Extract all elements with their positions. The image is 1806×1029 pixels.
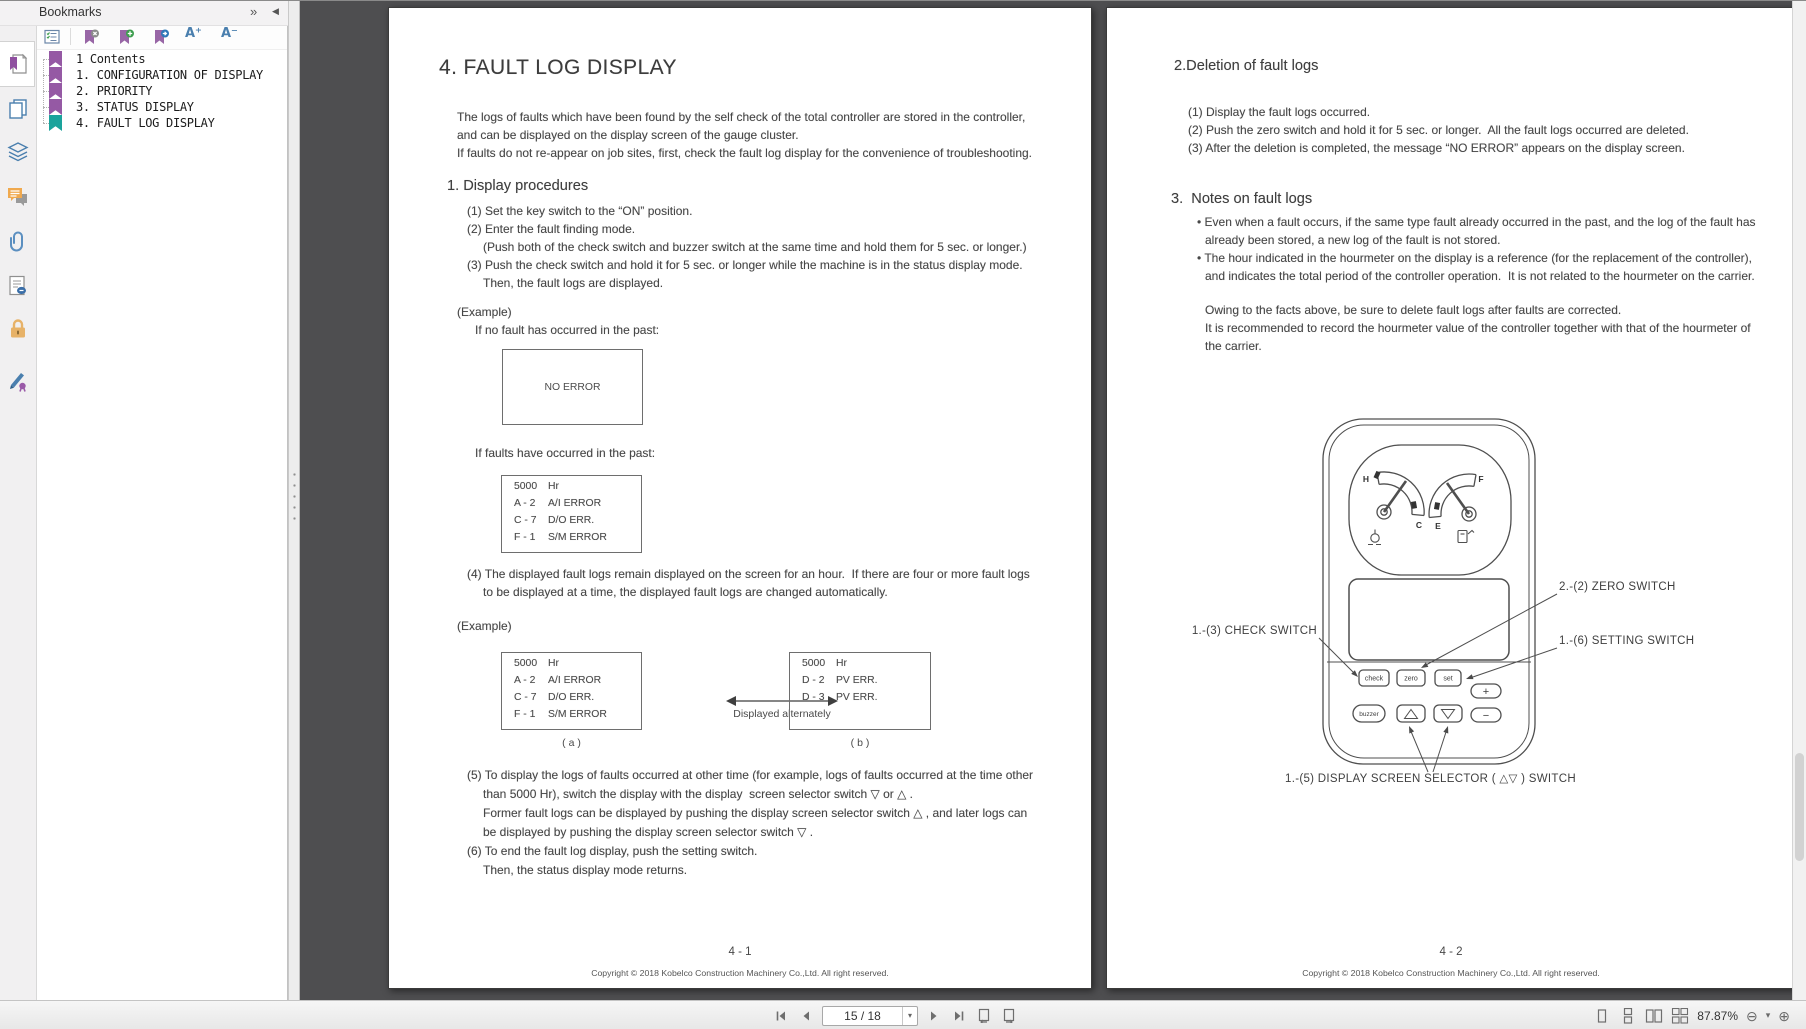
bookmark-label: 3. STATUS DISPLAY <box>76 100 194 114</box>
body-line: already been stored, a new log of the fault is not stored. <box>1205 233 1501 247</box>
facing-view-icon[interactable] <box>1645 1007 1663 1025</box>
page-navigation-group <box>772 1001 1018 1029</box>
layers-panel-icon[interactable] <box>6 140 30 164</box>
tree-stub <box>43 91 49 93</box>
panel-splitter[interactable] <box>288 1 300 1000</box>
body-line: to be displayed at a time, the displayed fault logs are changed automatically. <box>483 585 888 599</box>
example-label: (Example) <box>457 619 512 633</box>
body-line: and indicates the total period of the controller operation. It is not related to the hourmeter on the carrier. <box>1205 269 1755 283</box>
toolbar-separator <box>70 28 71 45</box>
zero-button-label: zero <box>1404 675 1418 683</box>
add-bookmark-icon[interactable] <box>117 28 135 46</box>
gauge-c-label: C <box>1415 520 1423 530</box>
section-heading: 1. Display procedures <box>447 178 589 194</box>
zoom-controls-group <box>1593 1001 1790 1029</box>
body-line: (4) The displayed fault logs remain displayed on the screen for an hour. If there are four or more fault logs <box>467 567 1030 581</box>
previous-page-button[interactable] <box>797 1007 815 1025</box>
bookmark-options-icon[interactable] <box>43 28 61 46</box>
page-dropdown-caret[interactable]: ▾ <box>902 1007 917 1025</box>
bookmark-list <box>36 49 287 989</box>
body-line: (Push both of the check switch and buzzer switch at the same time and hold them for 5 sec. or longer.) <box>483 240 1027 254</box>
section-heading: 2.Deletion of fault logs <box>1174 58 1319 74</box>
continuous-view-icon[interactable] <box>1619 1007 1637 1025</box>
single-page-view-icon[interactable] <box>1593 1007 1611 1025</box>
page-number-value[interactable]: 15 / 18 <box>844 1008 881 1023</box>
document-page-1 <box>388 7 1092 989</box>
minus-button-label: − <box>1482 710 1490 722</box>
bookmark-label: 1. CONFIGURATION OF DISPLAY <box>76 68 263 82</box>
body-line: • Even when a fault occurs, if the same type fault already occurred in the past, and the log of the fault has <box>1197 215 1756 229</box>
delete-bookmark-icon[interactable] <box>82 28 100 46</box>
body-line: Former fault logs can be displayed by pushing the display screen selector switch △ , and later logs can <box>483 806 1028 820</box>
body-line: (2) Push the zero switch and hold it for 5 sec. or longer. All the fault logs occurred are deleted. <box>1188 123 1689 137</box>
body-line: than 5000 Hr), switch the display with the display screen selector switch ▽ or △ . <box>483 787 913 801</box>
continuous-facing-view-icon[interactable] <box>1671 1007 1689 1025</box>
body-line: If no fault has occurred in the past: <box>475 323 660 337</box>
buzzer-button-label: buzzer <box>1359 711 1379 718</box>
check-button-label: check <box>1364 675 1384 683</box>
document-page-2 <box>1106 7 1796 989</box>
bookmarks-toolbar <box>36 25 287 50</box>
page-number: 4 - 2 <box>1439 946 1463 958</box>
body-line: The logs of faults which have been found by the self check of the total controller are stored in the controller, <box>457 110 1026 124</box>
fault-log-row: 5000 Hr <box>514 658 559 669</box>
check-switch-label: 1.-(3) CHECK SWITCH <box>1191 625 1317 637</box>
next-page-button[interactable] <box>925 1007 943 1025</box>
fault-log-row: A - 2 A/I ERROR <box>514 675 602 686</box>
body-line: (1) Set the key switch to the “ON” position. <box>467 204 693 218</box>
document-area <box>300 1 1806 1000</box>
bookmark-icon <box>49 83 62 99</box>
example-label: (Example) <box>457 305 512 319</box>
security-panel-icon[interactable] <box>6 317 30 341</box>
gauge-f-label: F <box>1478 474 1484 484</box>
first-page-button[interactable] <box>772 1007 790 1025</box>
cluster-inner-case <box>1329 425 1529 758</box>
vertical-scrollbar[interactable] <box>1792 1 1806 1000</box>
panel-expand-icon[interactable]: » <box>250 4 258 19</box>
body-line: be displayed by pushing the display screen selector switch ▽ . <box>483 825 814 839</box>
set-button-label: set <box>1443 675 1453 683</box>
comments-panel-icon[interactable] <box>6 185 30 209</box>
plus-button-label: + <box>1482 686 1490 698</box>
fault-log-box-b <box>789 652 931 730</box>
fault-log-row: F - 1 S/M ERROR <box>514 532 607 543</box>
bookmark-item-fault-log-display[interactable] <box>36 115 287 131</box>
setting-switch-label: 1.-(6) SETTING SWITCH <box>1559 635 1695 647</box>
body-line: (6) To end the fault log display, push the setting switch. <box>467 844 758 858</box>
body-line: (1) Display the fault logs occurred. <box>1188 105 1371 119</box>
bookmark-icon <box>49 67 62 83</box>
zoom-in-icon[interactable]: ⊕ <box>1778 1007 1790 1024</box>
no-error-text: NO ERROR <box>544 381 601 393</box>
fuel-pump-icon <box>1458 531 1474 543</box>
body-line: It is recommended to record the hourmeter value of the controller together with that of the hourmeter of <box>1205 321 1751 335</box>
fault-log-row: D - 2 PV ERR. <box>802 675 878 686</box>
navigation-icon-strip <box>0 25 37 1000</box>
status-bar <box>0 1000 1806 1029</box>
setting-leader-line <box>1470 648 1557 678</box>
bookmark-item-status-display[interactable] <box>36 99 287 115</box>
body-line: Owing to the facts above, be sure to delete fault logs after faults are corrected. <box>1205 303 1622 317</box>
panel-title: Bookmarks <box>39 5 102 19</box>
bookmark-label: 1 Contents <box>76 52 146 66</box>
e-tick <box>1434 502 1440 510</box>
fault-log-row: C - 7 D/O ERR. <box>514 515 595 526</box>
attachments-panel-icon[interactable] <box>6 230 30 254</box>
gauge-cluster-diagram <box>1137 398 1747 803</box>
body-line: (3) Push the check switch and hold it for 5 sec. or longer while the machine is in the status display mode. <box>467 258 1023 272</box>
zoom-level-value: 87.87% <box>1697 1008 1738 1023</box>
alternately-label: Displayed alternately <box>733 708 831 720</box>
body-line: (3) After the deletion is completed, the message “NO ERROR” appears on the display screen. <box>1188 141 1685 155</box>
bookmark-item-contents[interactable] <box>36 51 287 67</box>
fault-log-box-a <box>501 652 642 730</box>
zoom-presets-caret[interactable]: ▾ <box>1765 1010 1771 1020</box>
gauge-panel <box>1349 445 1511 575</box>
fault-log-box <box>501 475 642 553</box>
splitter-grip[interactable] <box>293 469 296 525</box>
page-number-input[interactable] <box>822 1006 918 1026</box>
arrowhead <box>1443 725 1450 733</box>
fault-log-row: C - 7 D/O ERR. <box>514 692 595 703</box>
triangle-down-icon <box>1442 710 1455 719</box>
body-line: (5) To display the logs of faults occurred at other time (for example, logs of faults occurred at the time other <box>467 768 1034 782</box>
zoom-out-icon[interactable]: ⊖ <box>1746 1007 1758 1024</box>
fault-log-row: F - 1 S/M ERROR <box>514 709 607 720</box>
selector-leader-line-down <box>1433 729 1447 772</box>
panel-collapse-icon[interactable]: ◀ <box>272 6 279 16</box>
body-line: the carrier. <box>1205 339 1262 353</box>
body-line: • The hour indicated in the hourmeter on the display is a reference (for the replacement of the controller), <box>1197 251 1752 265</box>
tree-stub <box>43 59 49 61</box>
display-screen <box>1349 579 1509 660</box>
body-line: If faults do not re-appear on job sites, first, check the fault log display for the convenience of troubleshooting. <box>457 146 1033 160</box>
gauge-e-label: E <box>1435 521 1441 531</box>
fault-log-row: D - 3 PV ERR. <box>802 692 878 703</box>
bookmark-icon <box>49 99 62 115</box>
body-line: Then, the fault logs are displayed. <box>483 276 664 290</box>
page-number: 4 - 1 <box>728 946 752 958</box>
caption-b: ( b ) <box>850 737 870 749</box>
gauge-h-label: H <box>1362 474 1370 484</box>
copyright-line: Copyright © 2018 Kobelco Construction Machinery Co.,Ltd. All right reserved. <box>591 968 889 978</box>
locate-bookmark-icon[interactable] <box>152 28 170 46</box>
body-line: Then, the status display mode returns. <box>483 863 688 877</box>
selector-down-button <box>1434 705 1462 722</box>
selector-up-button <box>1397 705 1425 722</box>
fault-log-row: A - 2 A/I ERROR <box>514 498 602 509</box>
copyright-line: Copyright © 2018 Kobelco Construction Machinery Co.,Ltd. All right reserved. <box>1302 968 1600 978</box>
bookmark-icon <box>49 115 62 131</box>
previous-view-icon[interactable] <box>975 1007 993 1025</box>
arrowhead <box>1465 674 1473 681</box>
page1-title: 4. FAULT LOG DISPLAY <box>439 56 677 79</box>
bookmark-item-priority[interactable] <box>36 83 287 99</box>
no-error-display-box <box>502 349 643 425</box>
body-line: and can be displayed on the display screen of the gauge cluster. <box>457 128 799 142</box>
arrowhead <box>1407 725 1415 733</box>
scrollbar-thumb[interactable] <box>1795 753 1804 861</box>
engine-temp-icon <box>1368 530 1381 545</box>
last-page-button[interactable] <box>950 1007 968 1025</box>
body-line: If faults have occurred in the past: <box>475 446 656 460</box>
caption-a: ( a ) <box>562 737 581 749</box>
arrowhead <box>1420 662 1429 670</box>
increase-text-size-icon[interactable]: A⁺ <box>185 26 202 41</box>
panel-header <box>0 1 288 26</box>
section-heading: 3. Notes on fault logs <box>1171 191 1313 207</box>
fault-log-row: 5000 Hr <box>514 481 559 492</box>
bookmarks-panel <box>36 25 288 1000</box>
digital-signature-panel-icon[interactable] <box>6 369 30 393</box>
fault-log-row: 5000 Hr <box>802 658 847 669</box>
selector-leader-line-up <box>1410 729 1428 772</box>
pages-panel-icon[interactable] <box>6 97 30 121</box>
tree-stub <box>43 123 49 125</box>
bookmark-label: 4. FAULT LOG DISPLAY <box>76 116 215 130</box>
next-view-icon[interactable] <box>1000 1007 1018 1025</box>
body-line: (2) Enter the fault finding mode. <box>467 222 636 236</box>
bookmark-icon <box>49 51 62 67</box>
triangle-up-icon <box>1405 710 1418 719</box>
zero-switch-label: 2.-(2) ZERO SWITCH <box>1559 581 1676 593</box>
bookmarks-panel-icon[interactable] <box>6 52 30 76</box>
bookmark-item-configuration[interactable] <box>36 67 287 83</box>
certified-document-panel-icon[interactable] <box>6 274 30 298</box>
tree-stub <box>43 75 49 77</box>
display-screen-selector-label: 1.-(5) DISPLAY SCREEN SELECTOR ( △▽ ) SWITCH <box>1285 773 1576 785</box>
tree-stub <box>43 107 49 109</box>
bookmark-label: 2. PRIORITY <box>76 84 153 98</box>
decrease-text-size-icon[interactable]: A⁻ <box>221 26 238 41</box>
